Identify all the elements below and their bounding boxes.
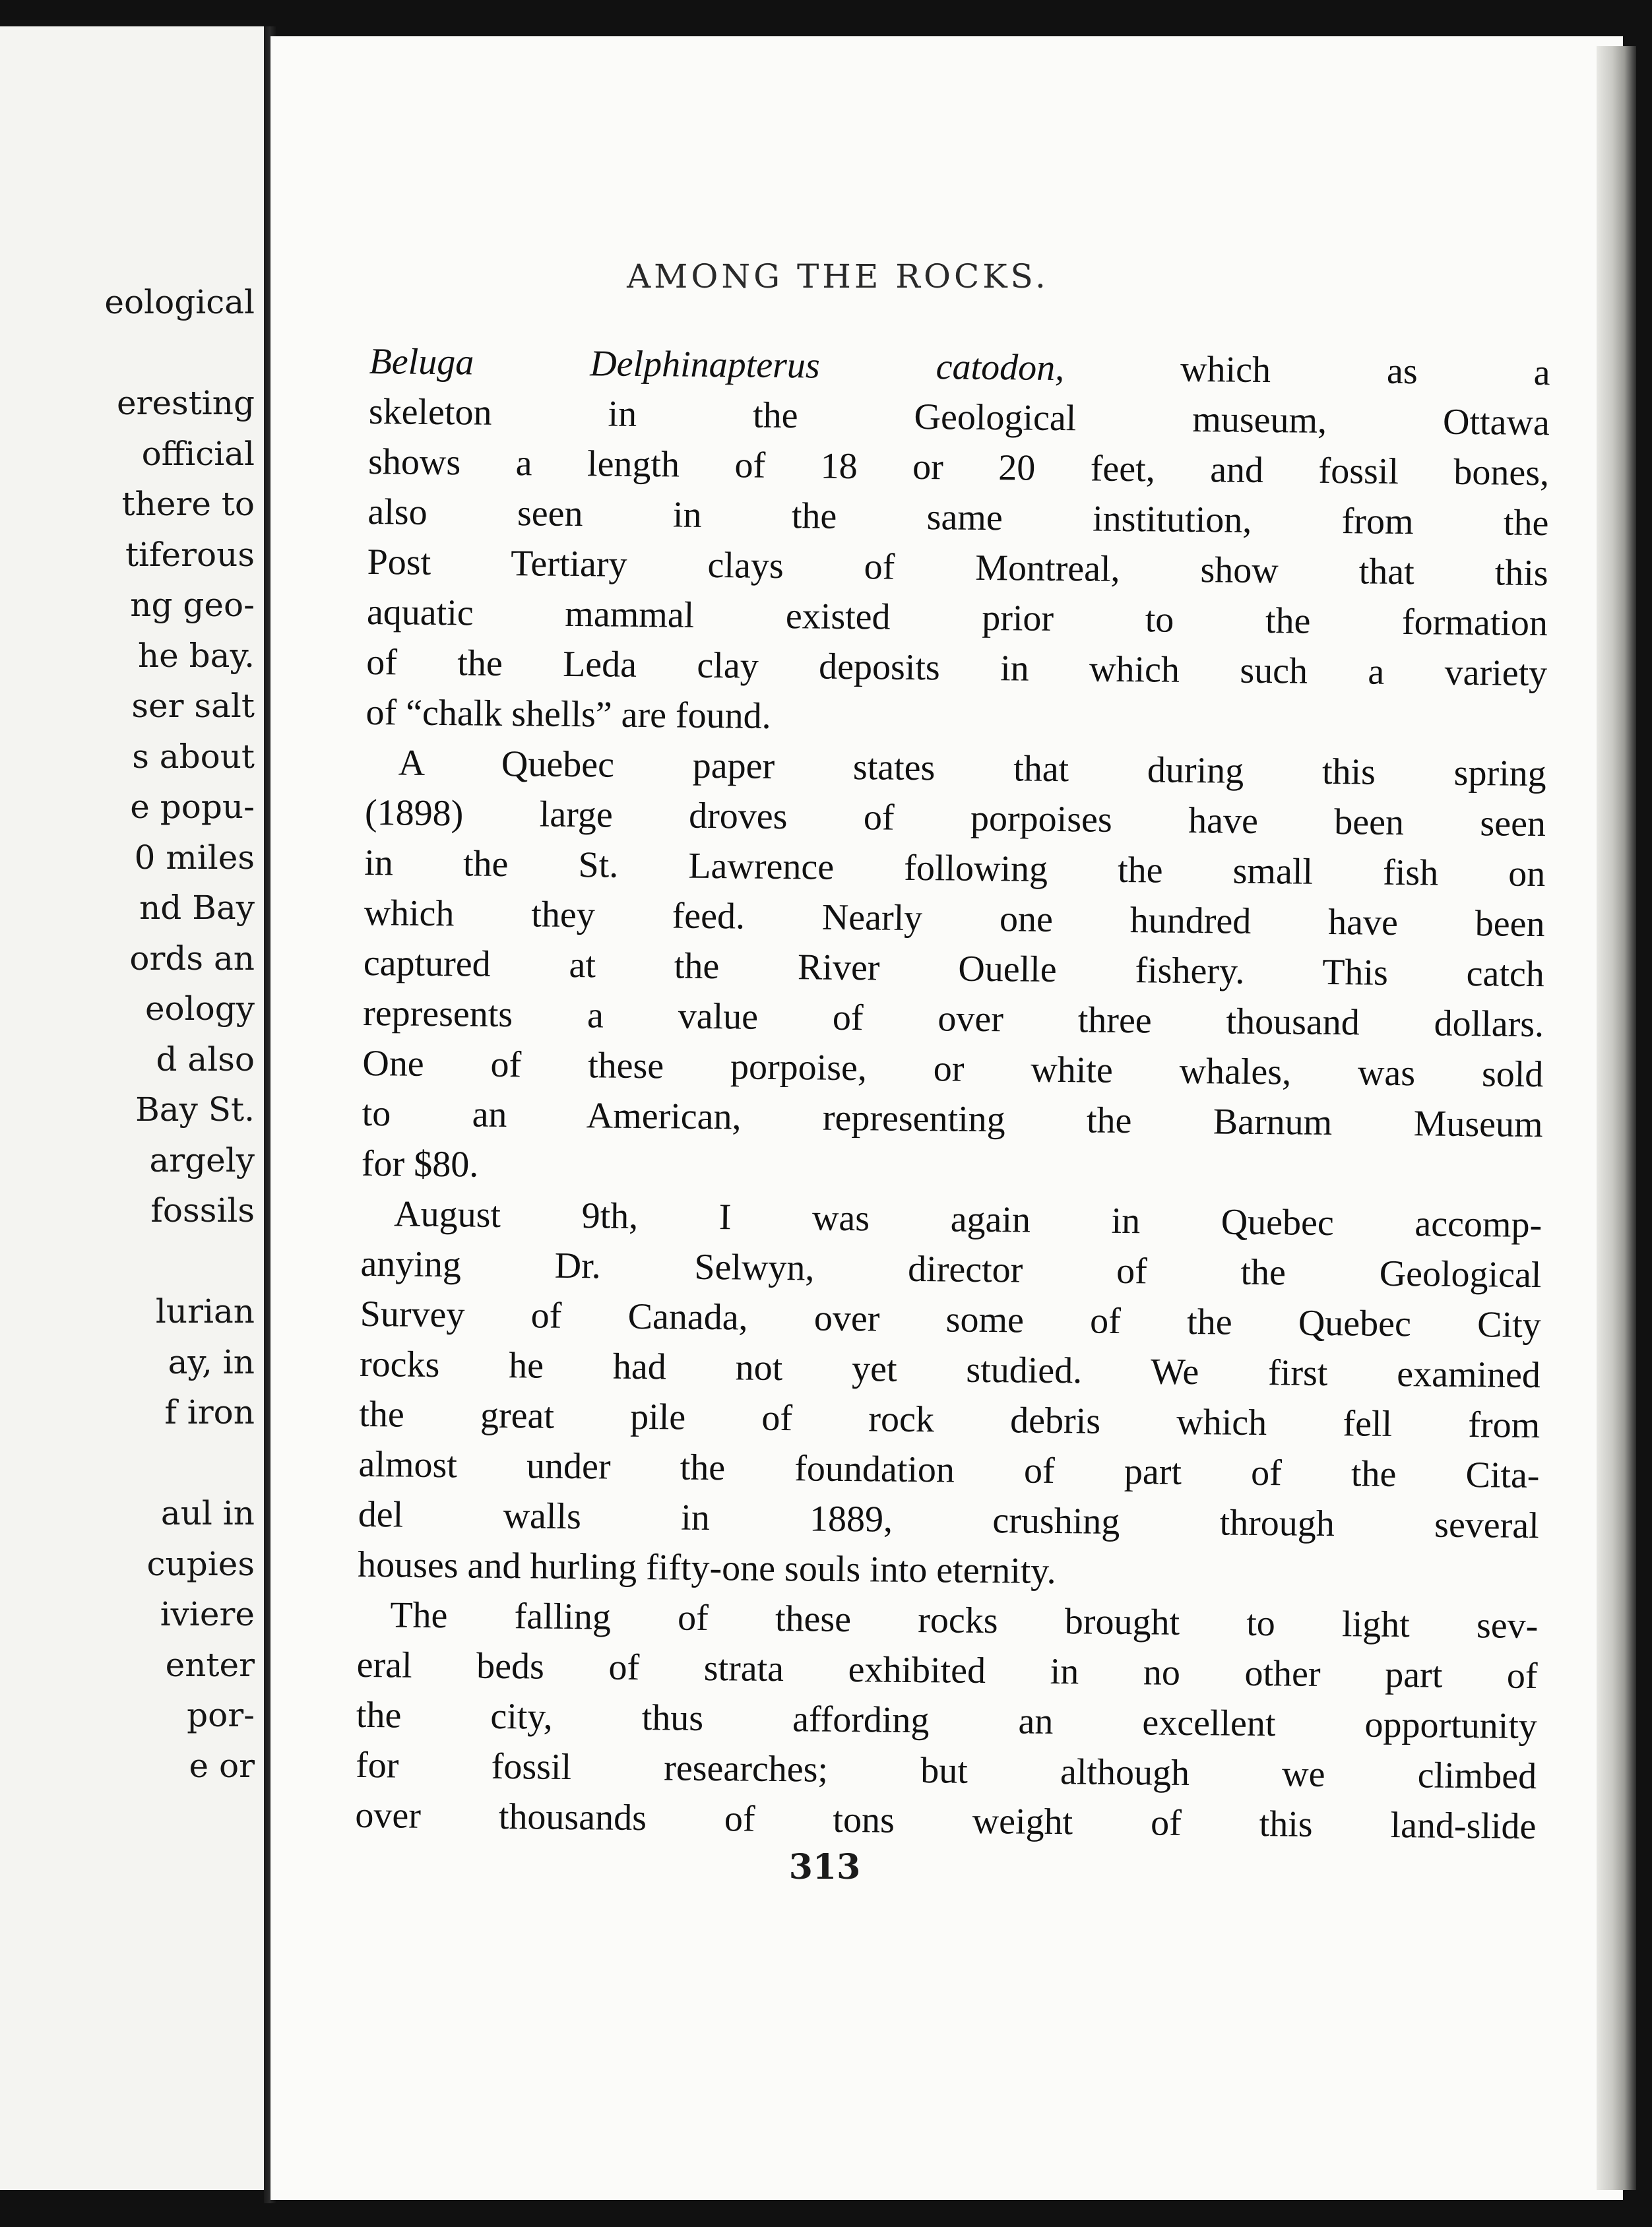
page-edge-shadow	[1597, 46, 1636, 2190]
facing-page-line: argely	[149, 1141, 255, 1179]
facing-page-line: lurian	[155, 1292, 255, 1331]
text-line: represents a value of over three thousand dollars.	[362, 992, 1544, 1046]
facing-page-line: 0 miles	[134, 838, 255, 877]
facing-page-line: ords an	[129, 939, 255, 978]
text-line: anying Dr. Selwyn, director of the Geological	[360, 1243, 1542, 1296]
facing-page-text	[0, 277, 255, 1791]
text-line: eral beds of strata exhibited in no other part of	[356, 1644, 1538, 1697]
facing-page-line: ng geo-	[130, 586, 255, 624]
text-line: shows a length of 18 or 20 feet, and fossil bones,	[367, 441, 1550, 494]
facing-page-line: there to	[121, 485, 255, 523]
facing-page-line: e or	[189, 1746, 255, 1785]
facing-page-line: eology	[144, 989, 255, 1028]
facing-page-line: eological	[104, 283, 255, 321]
facing-page-line: nd Bay	[139, 889, 255, 927]
facing-page-line: aul in	[160, 1494, 255, 1532]
facing-page-line: e popu-	[130, 788, 255, 826]
text-line: August 9th, I was again in Quebec accomp-	[393, 1193, 1542, 1246]
text-line: of “chalk shells” are found.	[365, 691, 772, 737]
text-line: of the Leda clay deposits in which such a variety	[365, 641, 1548, 695]
text-line: rocks he had not yet studied. We first examined	[359, 1343, 1541, 1396]
text-line: for fossil researches; but although we climbed	[355, 1744, 1537, 1798]
facing-page-line: ay, in	[168, 1342, 255, 1381]
facing-page-line	[0, 1236, 255, 1287]
text-line: (1898) large droves of porpoises have been seen	[364, 792, 1546, 845]
facing-page-line: fossils	[150, 1191, 255, 1230]
page-number: 313	[788, 1847, 861, 1887]
text-line: almost under the foundation of part of the Cita-	[358, 1443, 1540, 1497]
main-page	[270, 36, 1623, 2200]
text-line: the great pile of rock debris which fell from	[359, 1393, 1541, 1447]
text-line: the city, thus affording an excellent opportunity	[356, 1694, 1538, 1747]
facing-page-line: he bay.	[137, 636, 255, 675]
facing-page-line: ser salt	[131, 687, 255, 725]
body-text	[355, 336, 1550, 1852]
running-head: AMONG THE ROCKS.	[627, 257, 1049, 296]
facing-page-line: eresting	[116, 384, 255, 422]
facing-page-line: f iron	[164, 1393, 255, 1431]
text-line: for $80.	[361, 1143, 479, 1185]
facing-page-line: tiferous	[125, 535, 255, 574]
text-line: One of these porpoise, or white whales, was sold	[362, 1042, 1544, 1096]
text-line: in the St. Lawrence following the small fish on	[364, 842, 1546, 895]
facing-page-line: official	[141, 434, 255, 473]
facing-page-line: por-	[187, 1696, 255, 1734]
facing-page-line: s about	[132, 737, 255, 776]
text-line: aquatic mammal existed prior to the formation	[366, 591, 1548, 644]
text-line-rest: which as a	[1064, 348, 1550, 394]
facing-page-line: iviere	[160, 1595, 255, 1633]
text-line: The falling of these rocks brought to light sev-	[390, 1594, 1539, 1647]
facing-page-fragment	[0, 26, 264, 2190]
text-line: over thousands of tons weight of this land-slide	[355, 1794, 1537, 1848]
text-line: houses and hurling fifty-one souls into eternity.	[357, 1544, 1057, 1592]
facing-page-line: enter	[165, 1645, 255, 1684]
text-line: del walls in 1889, crushing through several	[358, 1493, 1540, 1547]
text-line: Post Tertiary clays of Montreal, show that this	[367, 541, 1548, 594]
facing-page-line	[0, 328, 255, 379]
text-line: Survey of Canada, over some of the Quebec City	[360, 1293, 1541, 1346]
species-name: Beluga Delphinapterus catodon,	[369, 340, 1065, 389]
text-line: A Quebec paper states that during this spring	[398, 742, 1547, 795]
text-line: to an American, representing the Barnum Museum	[362, 1092, 1543, 1146]
text-line: captured at the River Ouelle fishery. This catch	[363, 942, 1545, 995]
text-line: which they feed. Nearly one hundred have been	[364, 892, 1545, 945]
text-line: also seen in the same institution, from the	[367, 491, 1549, 544]
facing-page-line: cupies	[146, 1544, 255, 1583]
text-line: skeleton in the Geological museum, Ottawa	[368, 391, 1550, 444]
facing-page-line: Bay St.	[135, 1090, 255, 1129]
facing-page-line	[0, 1438, 255, 1489]
facing-page-line: d also	[156, 1040, 255, 1079]
